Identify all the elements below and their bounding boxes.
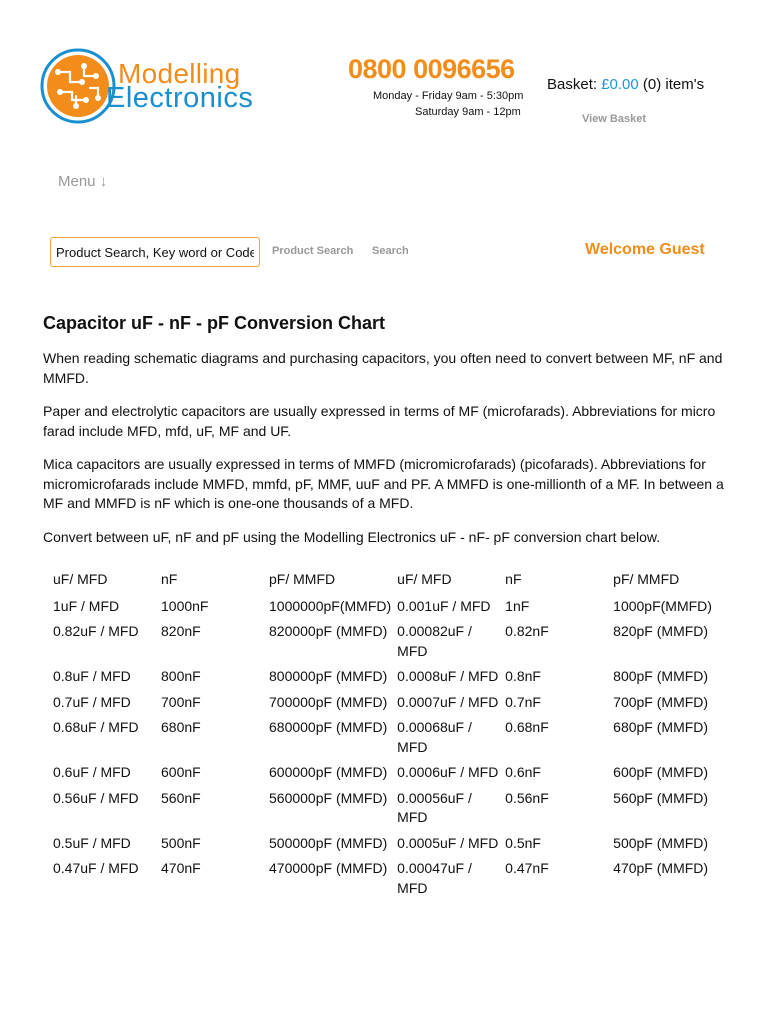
- table-cell: 0.47uF / MFD: [53, 860, 139, 876]
- basket-amount[interactable]: £0.00: [601, 76, 639, 93]
- table-cell: 0.56uF / MFD: [53, 789, 139, 806]
- table-cell: 0.82uF / MFD: [53, 623, 139, 639]
- logo-text-modelling: Modelling: [118, 58, 241, 89]
- table-cell: 0.82nF: [505, 623, 549, 639]
- table-cell: 700nF: [161, 693, 201, 710]
- table-cell: 0.0005uF / MFD: [397, 834, 499, 851]
- table-cell: 0.00082uF / MFD: [397, 623, 472, 659]
- table-header-cell: uF/ MFD: [53, 571, 108, 587]
- opening-hours-weekday: Monday - Friday 9am - 5:30pm: [373, 90, 524, 102]
- table-cell: 600pF (MMFD): [613, 764, 709, 780]
- table-cell: 500000pF (MMFD): [269, 834, 388, 851]
- convert-paragraph: Convert between uF, nF and pF using the Modelling Electronics uF - nF- pF conversion chart below.: [43, 528, 661, 545]
- search-input[interactable]: [50, 237, 260, 267]
- table-cell: 500pF (MMFD): [613, 834, 709, 851]
- table-cell: 0.47nF: [505, 860, 549, 876]
- table-cell: 1000pF(MMFD): [613, 597, 712, 614]
- table-row: [50, 718, 716, 763]
- site-header: [0, 0, 768, 150]
- circuit-logo-icon: [40, 48, 116, 124]
- mica-paragraph: Mica capacitors are usually expressed in terms of MMFD (micromicrofarads) (picofarads). Abbreviations for micromicrofarads include MMFD, mmfd, pF, MMF, uuF and PF. A MMFD is one-millionth of a MF. In between a MF and MMFD is nF which is one-one thousands of a MFD.: [43, 456, 724, 511]
- product-search-button[interactable]: Product Search: [272, 245, 354, 257]
- table-row: [50, 667, 716, 693]
- article-content: [43, 313, 728, 561]
- table-cell: 800000pF (MMFD): [269, 668, 388, 684]
- table-cell: 820nF: [161, 623, 201, 639]
- view-basket-link[interactable]: View Basket: [582, 113, 647, 125]
- table-cell: 500nF: [161, 834, 201, 851]
- table-cell: 0.7uF / MFD: [53, 693, 131, 710]
- table-cell: 680pF (MMFD): [613, 719, 709, 735]
- table-header-row: [50, 570, 716, 597]
- table-header-cell: nF: [161, 571, 178, 587]
- table-cell: 680nF: [161, 719, 201, 735]
- table-row: [50, 834, 716, 860]
- table-cell: 600000pF (MMFD): [269, 764, 388, 780]
- table-cell: 0.68nF: [505, 719, 549, 735]
- table-header-cell: pF/ MMFD: [613, 571, 680, 587]
- table-row: [50, 693, 716, 719]
- table-cell: 800pF (MMFD): [613, 668, 709, 684]
- electrolytic-paragraph: Paper and electrolytic capacitors are usually expressed in terms of MF (microfarads). Abbreviations for micro farad include MFD, mfd, uF, MF and UF.: [43, 403, 716, 439]
- basket-label: Basket:: [547, 76, 598, 93]
- table-cell: 0.6uF / MFD: [53, 764, 131, 780]
- table-cell: 1000000pF(MMFD): [269, 597, 392, 614]
- table-cell: 0.7nF: [505, 693, 541, 710]
- table-cell: 470pF (MMFD): [613, 860, 709, 876]
- table-cell: 470000pF (MMFD): [269, 860, 388, 876]
- table-cell: 0.00068uF / MFD: [397, 719, 472, 755]
- table-cell: 600nF: [161, 764, 201, 780]
- table-row: [50, 622, 716, 667]
- table-cell: 470nF: [161, 860, 201, 876]
- table-cell: 820000pF (MMFD): [269, 623, 388, 639]
- logo-text-electronics: Electronics: [106, 82, 254, 114]
- table-cell: 1nF: [505, 597, 530, 614]
- table-cell: 0.6nF: [505, 764, 541, 780]
- site-logo[interactable]: [40, 48, 280, 124]
- table-cell: 560000pF (MMFD): [269, 789, 388, 806]
- table-row: [50, 763, 716, 789]
- table-cell: 0.8uF / MFD: [53, 668, 131, 684]
- table-row: [50, 789, 716, 834]
- table-cell: 0.68uF / MFD: [53, 719, 139, 735]
- table-cell: 820pF (MMFD): [613, 623, 709, 639]
- table-header-cell: nF: [505, 571, 522, 587]
- table-cell: 680000pF (MMFD): [269, 719, 388, 735]
- table-cell: 700000pF (MMFD): [269, 693, 388, 710]
- welcome-guest-link[interactable]: Welcome Guest: [585, 241, 705, 258]
- table-cell: 0.00047uF / MFD: [397, 860, 472, 896]
- opening-hours-saturday: Saturday 9am - 12pm: [415, 106, 521, 118]
- table-cell: 0.0008uF / MFD: [397, 668, 499, 684]
- table-cell: 560pF (MMFD): [613, 789, 709, 806]
- table-cell: 1000nF: [161, 597, 209, 614]
- table-row: [50, 597, 716, 623]
- phone-number[interactable]: 0800 0096656: [348, 54, 515, 84]
- page-title: Capacitor uF - nF - pF Conversion Chart: [43, 313, 386, 333]
- table-cell: 0.56nF: [505, 789, 549, 806]
- basket-summary: [547, 76, 704, 93]
- table-cell: 0.0007uF / MFD: [397, 693, 499, 710]
- table-cell: 0.0006uF / MFD: [397, 764, 499, 780]
- table-row: [50, 859, 716, 904]
- table-cell: 0.00056uF / MFD: [397, 789, 472, 825]
- table-cell: 800nF: [161, 668, 201, 684]
- table-cell: 0.001uF / MFD: [397, 597, 491, 614]
- table-cell: 700pF (MMFD): [613, 693, 709, 710]
- table-header-cell: uF/ MFD: [397, 571, 452, 587]
- conversion-table: [50, 570, 716, 904]
- table-cell: 0.5nF: [505, 834, 541, 851]
- search-button[interactable]: Search: [372, 245, 409, 257]
- intro-paragraph: When reading schematic diagrams and purchasing capacitors, you often need to convert between MF, nF and MMFD.: [43, 350, 723, 386]
- table-cell: 560nF: [161, 789, 201, 806]
- basket-item-count: (0) item's: [642, 76, 705, 93]
- table-cell: 1uF / MFD: [53, 597, 120, 614]
- table-header-cell: pF/ MMFD: [269, 571, 336, 587]
- table-cell: 0.5uF / MFD: [53, 834, 131, 851]
- menu-toggle[interactable]: Menu ↓: [58, 173, 108, 190]
- table-cell: 0.8nF: [505, 668, 541, 684]
